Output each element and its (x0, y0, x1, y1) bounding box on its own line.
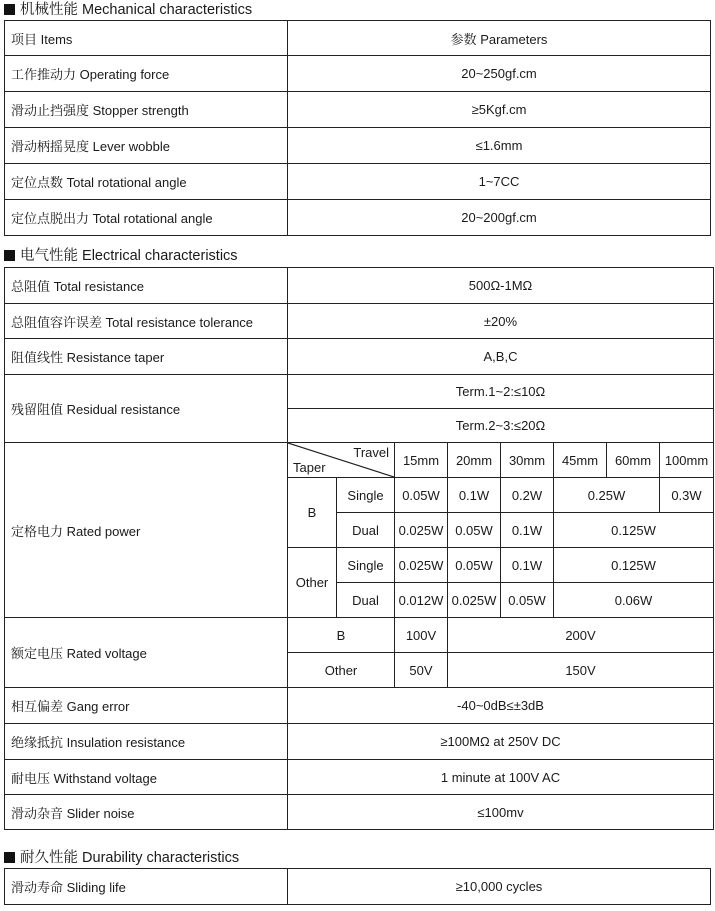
gang-error-value: -40~0dB≤±3dB (288, 688, 714, 724)
electrical-section-title (4, 247, 238, 265)
rated-voltage-label: 额定电压 Rated voltage (5, 618, 288, 688)
durability-section-title (4, 849, 239, 867)
stopper-strength-label: 滑动止挡强度 Stopper strength (5, 92, 288, 128)
withstand-value: 1 minute at 100V AC (288, 760, 714, 795)
table-row (5, 200, 711, 236)
taper-value: A,B,C (288, 339, 714, 375)
taper-header: Taper (293, 460, 326, 475)
power-cell: 0.1W (501, 513, 554, 548)
lever-wobble-label: 滑动柄摇晃度 Lever wobble (5, 128, 288, 164)
voltage-other-label: Other (288, 653, 395, 688)
table-row (5, 128, 711, 164)
table-row (5, 618, 714, 653)
travel-15mm: 15mm (395, 443, 448, 478)
voltage-cell: 200V (448, 618, 714, 653)
mechanical-table (4, 20, 711, 236)
table-row (5, 56, 711, 92)
power-cell: 0.025W (395, 513, 448, 548)
single-label: Single (337, 478, 395, 513)
rotational-angle-label: 定位点数 Total rotational angle (5, 164, 288, 200)
rated-power-label: 定格电力 Rated power (5, 443, 288, 618)
table-row (5, 375, 714, 409)
power-cell: 0.012W (395, 583, 448, 618)
travel-taper-corner (288, 443, 395, 478)
slider-noise-value: ≤100mv (288, 795, 714, 830)
table-header-row (5, 21, 711, 56)
power-cell: 0.06W (554, 583, 714, 618)
square-bullet-icon (4, 4, 15, 15)
rotational-angle-value: 1~7CC (288, 164, 711, 200)
table-row (5, 760, 714, 795)
table-row (5, 688, 714, 724)
withstand-label: 耐电压 Withstand voltage (5, 760, 288, 795)
travel-45mm: 45mm (554, 443, 607, 478)
slider-noise-label: 滑动杂音 Slider noise (5, 795, 288, 830)
mechanical-section-title (4, 1, 252, 19)
taper-label: 阻值线性 Resistance taper (5, 339, 288, 375)
table-row (5, 724, 714, 760)
voltage-cell: 100V (395, 618, 448, 653)
power-cell: 0.3W (660, 478, 714, 513)
detent-force-label: 定位点脱出力 Total rotational angle (5, 200, 288, 236)
tolerance-label: 总阻值容许误差 Total resistance tolerance (5, 304, 288, 339)
residual-term-1-2: Term.1~2:≤10Ω (288, 375, 714, 409)
table-row (5, 164, 711, 200)
power-cell: 0.25W (554, 478, 660, 513)
residual-resistance-label: 残留阻值 Residual resistance (5, 375, 288, 443)
durability-title-text: 耐久性能 Durability characteristics (20, 850, 240, 866)
sliding-life-label: 滑动寿命 Sliding life (5, 869, 288, 905)
stopper-strength-value: ≥5Kgf.cm (288, 92, 711, 128)
table-row (5, 795, 714, 830)
travel-100mm: 100mm (660, 443, 714, 478)
dual-label: Dual (337, 513, 395, 548)
power-cell: 0.05W (448, 513, 501, 548)
lever-wobble-value: ≤1.6mm (288, 128, 711, 164)
table-row (5, 268, 714, 304)
electrical-title-text: 电气性能 Electrical characteristics (20, 248, 238, 264)
detent-force-value: 20~200gf.cm (288, 200, 711, 236)
travel-30mm: 30mm (501, 443, 554, 478)
residual-term-2-3: Term.2~3:≤20Ω (288, 409, 714, 443)
power-cell: 0.2W (501, 478, 554, 513)
items-header: 项目 Items (5, 21, 288, 56)
power-cell: 0.125W (554, 548, 714, 583)
travel-header: Travel (353, 445, 389, 460)
tolerance-value: ±20% (288, 304, 714, 339)
power-cell: 0.025W (448, 583, 501, 618)
voltage-b-label: B (288, 618, 395, 653)
power-cell: 0.05W (395, 478, 448, 513)
taper-other-label: Other (288, 548, 337, 618)
power-cell: 0.025W (395, 548, 448, 583)
total-resistance-label: 总阻值 Total resistance (5, 268, 288, 304)
insulation-label: 绝缘抵抗 Insulation resistance (5, 724, 288, 760)
square-bullet-icon (4, 852, 15, 863)
travel-60mm: 60mm (607, 443, 660, 478)
voltage-cell: 50V (395, 653, 448, 688)
rated-power-header-row (5, 443, 714, 478)
power-cell: 0.05W (448, 548, 501, 583)
total-resistance-value: 500Ω-1MΩ (288, 268, 714, 304)
table-row (5, 339, 714, 375)
electrical-table (4, 267, 714, 830)
parameters-header: 参数 Parameters (288, 21, 711, 56)
power-cell: 0.1W (501, 548, 554, 583)
voltage-cell: 150V (448, 653, 714, 688)
insulation-value: ≥100MΩ at 250V DC (288, 724, 714, 760)
durability-table (4, 868, 711, 905)
power-cell: 0.05W (501, 583, 554, 618)
operating-force-value: 20~250gf.cm (288, 56, 711, 92)
gang-error-label: 相互偏差 Gang error (5, 688, 288, 724)
square-bullet-icon (4, 250, 15, 261)
single-label: Single (337, 548, 395, 583)
power-cell: 0.1W (448, 478, 501, 513)
sliding-life-value: ≥10,000 cycles (288, 869, 711, 905)
table-row (5, 92, 711, 128)
table-row (5, 869, 711, 905)
mechanical-title-text: 机械性能 Mechanical characteristics (20, 2, 253, 18)
travel-20mm: 20mm (448, 443, 501, 478)
dual-label: Dual (337, 583, 395, 618)
power-cell: 0.125W (554, 513, 714, 548)
operating-force-label: 工作推动力 Operating force (5, 56, 288, 92)
taper-b-label: B (288, 478, 337, 548)
table-row (5, 304, 714, 339)
